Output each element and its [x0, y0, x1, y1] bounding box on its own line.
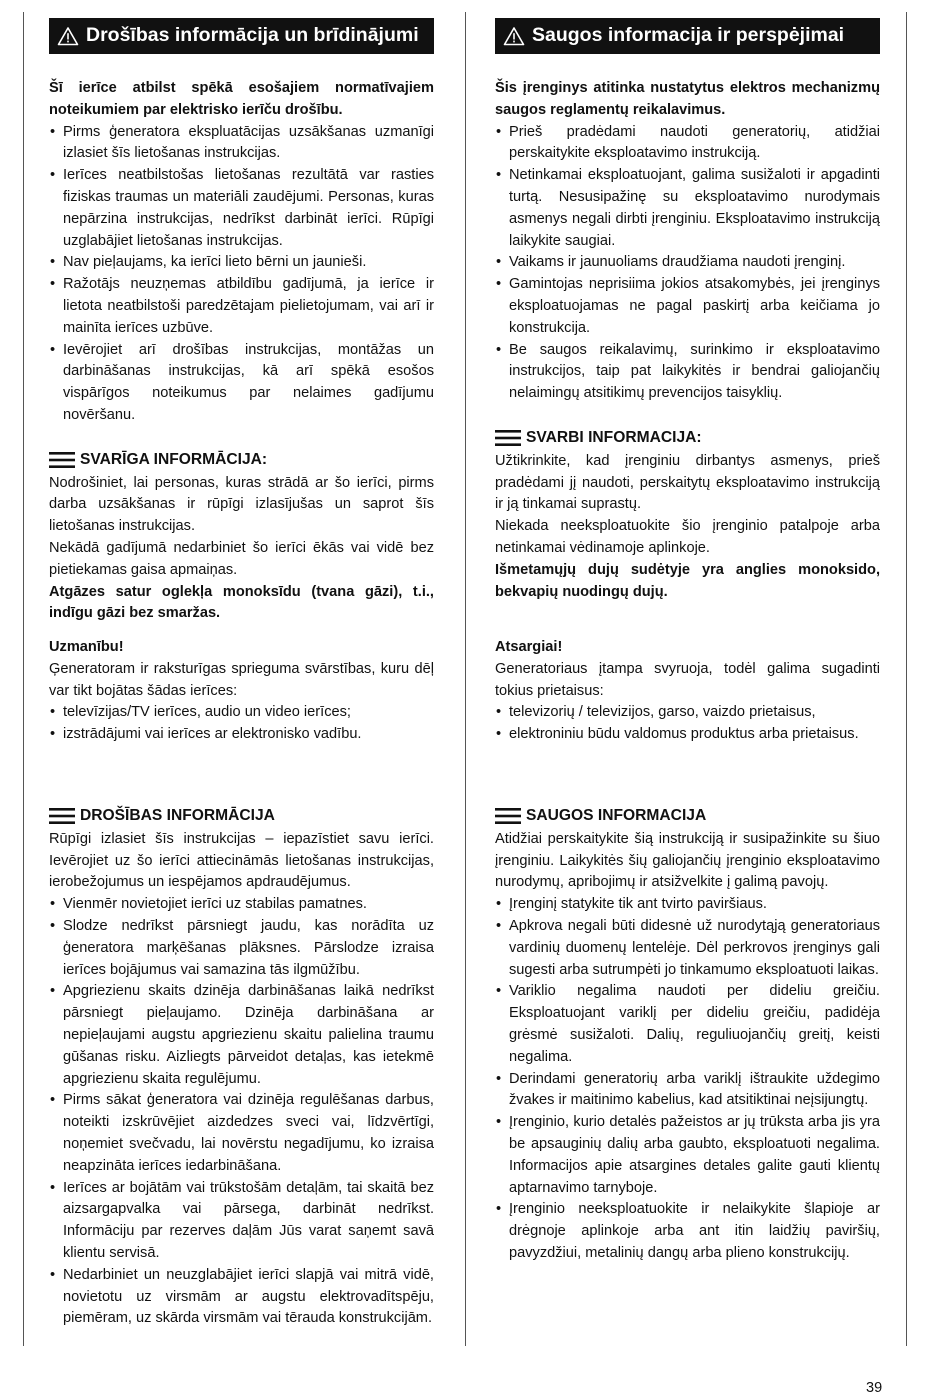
- list-item: • Įrenginio neeksploatuokite ir nelaikykite šlapioje ar drėgnoje aplinkoje arba ant itin laidžių paviršių, pavyzdžiui, metalinių dangų arba plieno konstrukcijų.: [495, 1199, 880, 1264]
- intro-bullet-list: [495, 122, 880, 405]
- paragraph-bold: Atgāzes satur oglekļa monoksīdu (tvana gāzi), t.i., indīgu gāzi bez smaržas.: [49, 583, 434, 622]
- list-item: • elektroniniu būdu valdomus produktus arba prietaisus.: [495, 724, 880, 746]
- list-lines-icon: [495, 430, 521, 446]
- column-divider: [465, 12, 466, 1346]
- safety-heading-text: DROŠĪBAS INFORMĀCIJA: [80, 807, 275, 824]
- attention-title: Atsargiai!: [495, 639, 563, 655]
- attention-title: Uzmanību!: [49, 639, 124, 655]
- paragraph: Nekādā gadījumā nedarbiniet šo ierīci ēkās vai vidē bez pietiekamas gaisa apmaiņas.: [49, 539, 434, 578]
- list-item: • Ražotājs neuzņemas atbildību gadījumā, ja ierīce ir lietota neatbilstoši paredzētajam pielietojumam, vai arī ir mainīta ierīces uzbūve.: [49, 274, 434, 339]
- attention-section: [49, 637, 434, 746]
- list-item: • Įrenginio, kurio detalės pažeistos ar jų trūksta arba jis yra be apsauginių dalių arba gaubto, eksploatuoti negalima. Informacijos apie atsargines detales galite gauti klientų aptarnavimo tarnyboje.: [495, 1112, 880, 1199]
- important-heading-text: SVARĪGA INFORMĀCIJA:: [80, 450, 268, 468]
- intro-section: [495, 78, 880, 405]
- paragraph: Nodrošiniet, lai personas, kuras strādā ar šo ierīci, pirms darba uzsākšanas ir rūpīgi izlasījušas un saprot šīs lietošanas instrukcijas.: [49, 474, 434, 535]
- list-item: • Apgriezienu skaits dzinēja darbināšanas laikā nedrīkst pārsniegt pieļaujamo. Dzinēja darbināšana ar nepieļaujami augstu apgriezienu skaitu palielina traumu gūšanas risku. Aizliegts pārveidot detaļas, kas ietekmē apgriezienu skaita regulējumu.: [49, 981, 434, 1090]
- list-item: • televīzijas/TV ierīces, audio un video ierīces;: [49, 702, 434, 724]
- list-item: • Ierīces neatbilstošas lietošanas rezultātā var rasties fiziskas traumas un materiāli zaudējumi. Personas, kuras nepārzina instrukcijas, nedrīkst darbināt ierīci. Rūpīgi uzglabājiet lietošanas instrukcijas.: [49, 165, 434, 252]
- list-item: • Vaikams ir jaunuoliams draudžiama naudoti įrenginį.: [495, 252, 880, 274]
- list-item: • Nav pieļaujams, ka ierīci lieto bērni un jaunieši.: [49, 252, 434, 274]
- list-lines-icon: [495, 808, 521, 824]
- safety-heading: [495, 805, 880, 827]
- list-lines-icon: [49, 452, 75, 468]
- safety-intro: Rūpīgi izlasiet šīs instrukcijas – iepazīstiet savu ierīci. Ievērojiet uz šo ierīci attiecināmās lietošanas instrukcijas, ierobežojumus un iespējamos apdraudējumus.: [49, 830, 434, 891]
- list-item: • Nedarbiniet un neuzglabājiet ierīci slapjā vai mitrā vidē, novietotu uz virsmām ar augstu elektrovadītspēju, piemēram, uz skārda virsmām vai tērauda konstrukcijām.: [49, 1265, 434, 1330]
- list-item: • Įrenginį statykite tik ant tvirto paviršiaus.: [495, 894, 880, 916]
- safety-bullet-list: [49, 894, 434, 1330]
- attention-bullet-list: [49, 702, 434, 746]
- safety-bullet-list: [495, 894, 880, 1265]
- margin-line-right: [906, 12, 907, 1346]
- paragraph: Užtikrinkite, kad įrenginiu dirbantys asmenys, prieš pradėdami jį naudoti, perskaitytų eksploatavimo instrukciją ir ją tinkamai suprastų.: [495, 452, 880, 513]
- intro-section: [49, 78, 434, 427]
- intro-text: Šis įrenginys atitinka nustatytus elektros mechanizmų saugos reglamentų reikalavimus.: [495, 80, 880, 118]
- list-item: • izstrādājumi vai ierīces ar elektronisko vadību.: [49, 724, 434, 746]
- warning-triangle-icon: [503, 26, 525, 46]
- important-section: [495, 427, 880, 603]
- important-section: [49, 449, 434, 625]
- safety-heading: [49, 805, 434, 827]
- important-heading-text: SVARBI INFORMACIJA:: [526, 428, 702, 446]
- attention-section: [495, 637, 880, 746]
- safety-section: [49, 805, 434, 1330]
- list-item: • Apkrova negali būti didesnė už nurodytąją generatoriaus vardinių duomenų lentelėje. Dėl perkrovos įrenginys gali sugesti arba sutrumpėti jo tinkamumo eksploatuoti laikas.: [495, 916, 880, 981]
- banner-title: Saugos informacija ir perspėjimai: [532, 24, 845, 47]
- list-lines-icon: [49, 808, 75, 824]
- column-latvian: [49, 18, 434, 1327]
- list-item: • Ievērojiet arī drošības instrukcijas, montāžas un darbināšanas instrukcijas, kā arī spēkā esošos vispārīgos noteikumus par nelaimes gadījumu novēršanu.: [49, 340, 434, 427]
- safety-section: [495, 805, 880, 1265]
- column-lithuanian: [495, 18, 880, 1261]
- warning-triangle-icon: [57, 26, 79, 46]
- list-item: • Be saugos reikalavimų, surinkimo ir eksploatavimo instrukcijos, taip pat laikykitės ir bendrai galiojančių nelaimingų atsitikimų prevencijos taisyklių.: [495, 340, 880, 405]
- list-item: • televizorių / televizijos, garso, vaizdo prietaisus,: [495, 702, 880, 724]
- intro-bullet-list: [49, 122, 434, 427]
- list-item: • Prieš pradėdami naudoti generatorių, atidžiai perskaitykite eksploatavimo instrukciją.: [495, 122, 880, 166]
- intro-text: Šī ierīce atbilst spēkā esošajiem normatīvajiem noteikumiem par elektrisko ierīču drošību.: [49, 80, 434, 118]
- paragraph-bold: Išmetamųjų dujų sudėtyje yra anglies monoksido, bekvapių nuodingų dujų.: [495, 561, 880, 600]
- list-item: • Gamintojas neprisiima jokios atsakomybės, jei įrenginys eksploatuojamas ne pagal paskirtį arba keičiama jo konstrukcija.: [495, 274, 880, 339]
- section-banner: [49, 18, 434, 54]
- section-banner: [495, 18, 880, 54]
- attention-text: Ģeneratoram ir raksturīgas sprieguma svārstības, kuru dēļ var tikt bojātas šādas ierīces:: [49, 660, 434, 699]
- important-heading: [495, 427, 880, 449]
- list-item: • Pirms sākat ģeneratora vai dzinēja regulēšanas darbus, noteikti izskrūvējiet aizdedzes sveci vai, līdzvērtīgi, noņemiet svečvadu, lai novērstu negadījumu, ko izraisa neapzināta ierīces iedarbināšana.: [49, 1090, 434, 1177]
- list-item: • Netinkamai eksploatuojant, galima susižaloti ir apgadinti turtą. Nesusipažinę su eksploatavimo nurodymais asmenys negali dirbti įrenginiu. Eksploatavimo instrukciją laikykite saugiai.: [495, 165, 880, 252]
- important-heading: [49, 449, 434, 471]
- list-item: • Variklio negalima naudoti per dideliu greičiu. Eksploatuojant variklį per dideliu greičiu, padidėja grėsmė susižaloti. Dalių, reguliuojančių greitį, keisti negalima.: [495, 981, 880, 1068]
- list-item: • Vienmēr novietojiet ierīci uz stabilas pamatnes.: [49, 894, 434, 916]
- paragraph: Niekada neeksploatuokite šio įrenginio patalpoje arba netinkamai vėdinamoje aplinkoje.: [495, 518, 880, 556]
- list-item: • Ierīces ar bojātām vai trūkstošām detaļām, tai skaitā bez aizsargapvalka vai pārsega, darbināt nedrīkst. Informāciju par rezerves daļām Jūs varat saņemt savā klientu servisā.: [49, 1178, 434, 1265]
- page-number: 39: [866, 1380, 883, 1396]
- list-item: • Slodze nedrīkst pārsniegt jaudu, kas norādīta uz ģeneratora marķēšanas plāksnes. Pārslodze izraisa ierīces bojājumus vai samazina tās ilgmūžību.: [49, 916, 434, 981]
- attention-text: Generatoriaus įtampa svyruoja, todėl galima sugadinti tokius prietaisus:: [495, 660, 880, 699]
- margin-line-left: [23, 12, 24, 1346]
- list-item: • Pirms ģeneratora ekspluatācijas uzsākšanas uzmanīgi izlasiet šīs lietošanas instrukcijas.: [49, 122, 434, 166]
- safety-heading-text: SAUGOS INFORMACIJA: [526, 807, 707, 824]
- banner-title: Drošības informācija un brīdinājumi: [86, 24, 419, 47]
- list-item: • Derindami generatorių arba variklį ištraukite uždegimo žvakes ir maitinimo kabelius, kad atsitiktinai neįsijungtų.: [495, 1069, 880, 1113]
- safety-intro: Atidžiai perskaitykite šią instrukciją ir susipažinkite su šiuo įrenginiu. Laikykitės šių galiojančių įrenginio eksploatavimo nurodymų, apribojimų ir atsižvelkite į galimą pavojų.: [495, 830, 880, 891]
- attention-bullet-list: [495, 702, 880, 746]
